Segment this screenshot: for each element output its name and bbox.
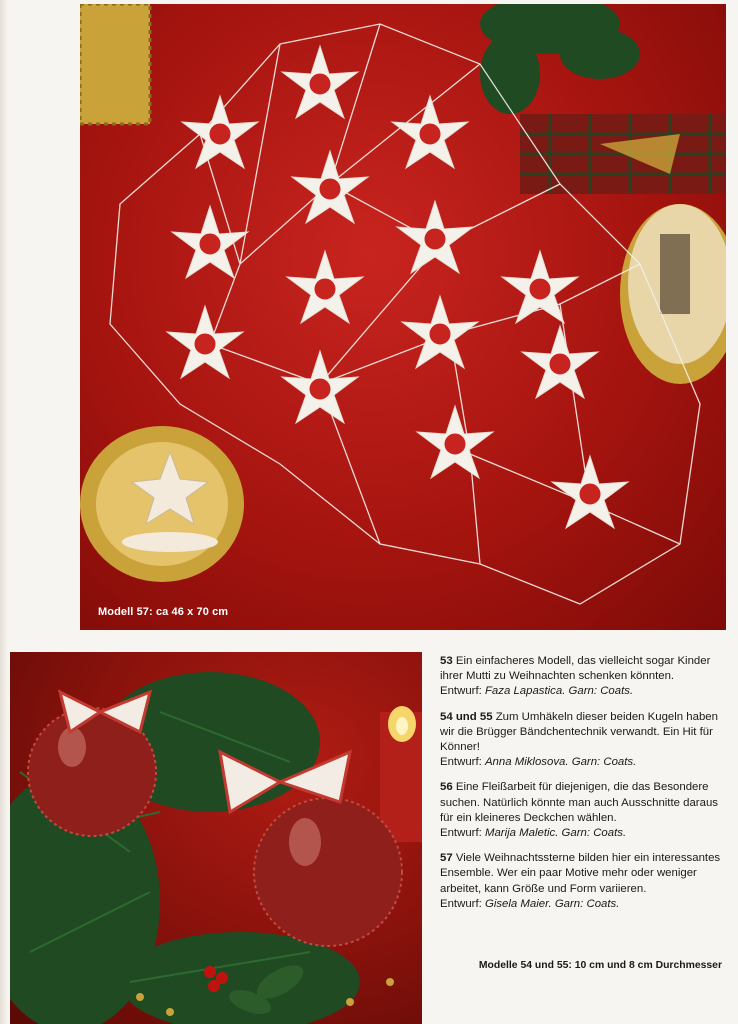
ornament-ball-right (254, 798, 402, 946)
top-photo-caption: Modell 57: ca 46 x 70 cm (98, 606, 229, 618)
entry-53-credit (440, 684, 726, 699)
entry-number: 56 (440, 781, 453, 794)
yarn-info: Garn: Coats. (568, 685, 634, 698)
design-label: Entwurf: (440, 897, 482, 910)
greenery (480, 4, 640, 114)
gold-basket (80, 4, 150, 124)
cookie-plate (80, 426, 244, 582)
model-descriptions (440, 654, 726, 922)
ornaments-illustration (10, 652, 422, 1024)
ornaments-photo (10, 652, 422, 1024)
candle (380, 706, 422, 842)
entry-number: 57 (440, 852, 453, 865)
entry-57 (440, 851, 726, 912)
entry-54-55 (440, 710, 726, 771)
entry-54-55-text (440, 710, 726, 756)
designer-name: Gisela Maier. (484, 897, 552, 910)
page-fold-shadow (0, 0, 8, 1024)
entry-description: Eine Fleißarbeit für diejenigen, die das Besondere suchen. Natürlich könnte man auch Ausschnitte daraus für ein kleineres Deckchen wählen. (440, 781, 718, 824)
plaid-gift-box (520, 114, 726, 194)
design-label: Entwurf: (440, 756, 482, 769)
entry-53 (440, 654, 726, 700)
entry-57-text (440, 851, 726, 897)
doily-illustration (80, 4, 726, 630)
ornaments-size-caption: Modelle 54 und 55: 10 cm und 8 cm Durchmesser (478, 960, 722, 971)
designer-name: Anna Miklosova. (484, 756, 569, 769)
cookie-tin (620, 204, 726, 384)
designer-name: Marija Maletic. (484, 827, 559, 840)
doily-photo (80, 4, 726, 630)
entry-57-credit (440, 897, 726, 912)
entry-number: 54 und 55 (440, 710, 493, 723)
entry-56 (440, 780, 726, 841)
entry-description: Viele Weihnachtssterne bilden hier ein interessantes Ensemble. Wer ein paar Motive mehr oder weniger arbeitet, kann Größe und Form variieren. (440, 852, 721, 895)
entry-number: 53 (440, 655, 453, 667)
entry-54-55-credit (440, 755, 726, 770)
entry-53-text (440, 654, 726, 684)
entry-description: Ein einfacheres Modell, das vielleicht sogar Kinder ihrer Mutti zu Weihnachten schenken könnten. (440, 655, 711, 683)
yarn-info: Garn: Coats. (554, 897, 620, 910)
design-label: Entwurf: (440, 827, 482, 840)
entry-description: Zum Umhäkeln dieser beiden Kugeln haben wir die Brügger Bändchentechnik verwandt. Ein Hit für Könner! (440, 710, 718, 754)
yarn-info: Garn: Coats. (571, 756, 637, 769)
yarn-info: Garn: Coats. (561, 827, 627, 840)
entry-56-credit (440, 826, 726, 841)
entry-56-text (440, 780, 726, 826)
design-label: Entwurf: (440, 685, 482, 698)
designer-name: Faza Lapastica. (484, 685, 566, 698)
